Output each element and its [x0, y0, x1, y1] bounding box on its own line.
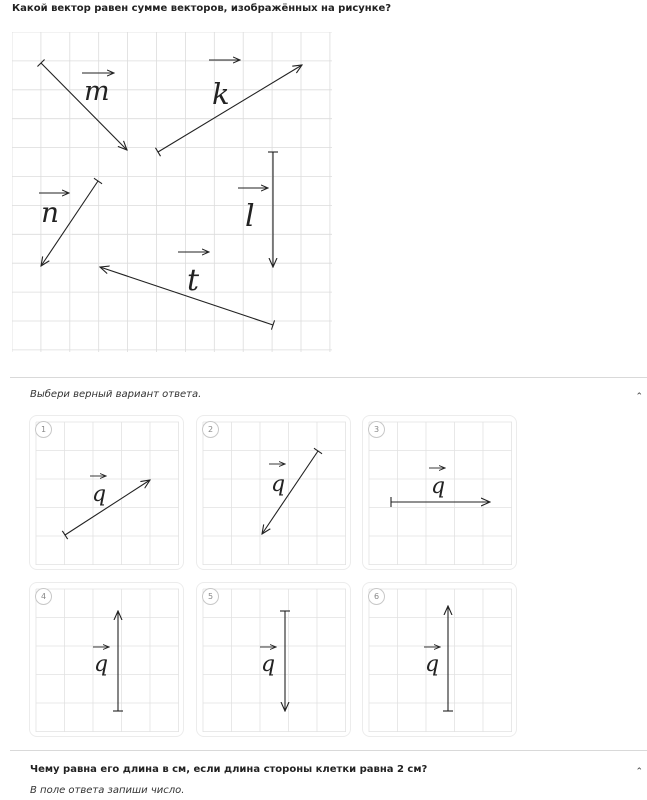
option-number-badge: 1	[35, 421, 52, 438]
vector-l-label: l	[245, 199, 255, 234]
vector-k-label: k	[212, 77, 230, 111]
option-figure	[30, 416, 185, 571]
vector-q-label: q	[92, 482, 107, 507]
answer-hint: Выбери верный вариант ответа.	[30, 389, 202, 400]
section-divider	[10, 750, 647, 751]
answer-option-6[interactable]	[362, 582, 517, 737]
vector-q-label: q	[94, 652, 109, 677]
answer-option-4[interactable]	[29, 582, 184, 737]
option-figure	[197, 583, 352, 738]
length-question: Чему равна его длина в см, если длина стороны клетки равна 2 см?	[30, 764, 428, 775]
vector-q-label: q	[271, 472, 286, 497]
vector-m	[41, 63, 127, 150]
option-figure	[197, 416, 352, 571]
answer-option-2[interactable]	[196, 415, 351, 570]
option-number-badge: 5	[202, 588, 219, 605]
option-figure	[363, 416, 518, 571]
vector-t-label: t	[187, 263, 200, 298]
section-divider	[10, 377, 647, 378]
question-title: Какой вектор равен сумме векторов, изображённых на рисунке?	[12, 3, 392, 14]
vector-q-label: q	[431, 474, 446, 499]
vector-q-label: q	[261, 652, 276, 677]
option-number-badge: 2	[202, 421, 219, 438]
vector-n-label: n	[41, 196, 60, 229]
chevron-up-icon[interactable]: ⌃	[635, 767, 643, 777]
option-number-badge: 4	[35, 588, 52, 605]
option-figure	[363, 583, 518, 738]
vector-m-label: m	[84, 76, 110, 107]
vector-figure	[12, 32, 337, 357]
option-number-badge: 3	[368, 421, 385, 438]
option-figure	[30, 583, 185, 738]
chevron-up-icon[interactable]: ⌃	[635, 392, 643, 402]
answer-option-5[interactable]	[196, 582, 351, 737]
vector-q-label: q	[425, 652, 440, 677]
answer-option-1[interactable]	[29, 415, 184, 570]
answer-instruction: В поле ответа запиши число.	[30, 785, 185, 796]
grid	[12, 32, 332, 352]
answer-option-3[interactable]	[362, 415, 517, 570]
vector-n	[39, 181, 98, 266]
vector-k	[158, 60, 302, 152]
option-number-badge: 6	[368, 588, 385, 605]
